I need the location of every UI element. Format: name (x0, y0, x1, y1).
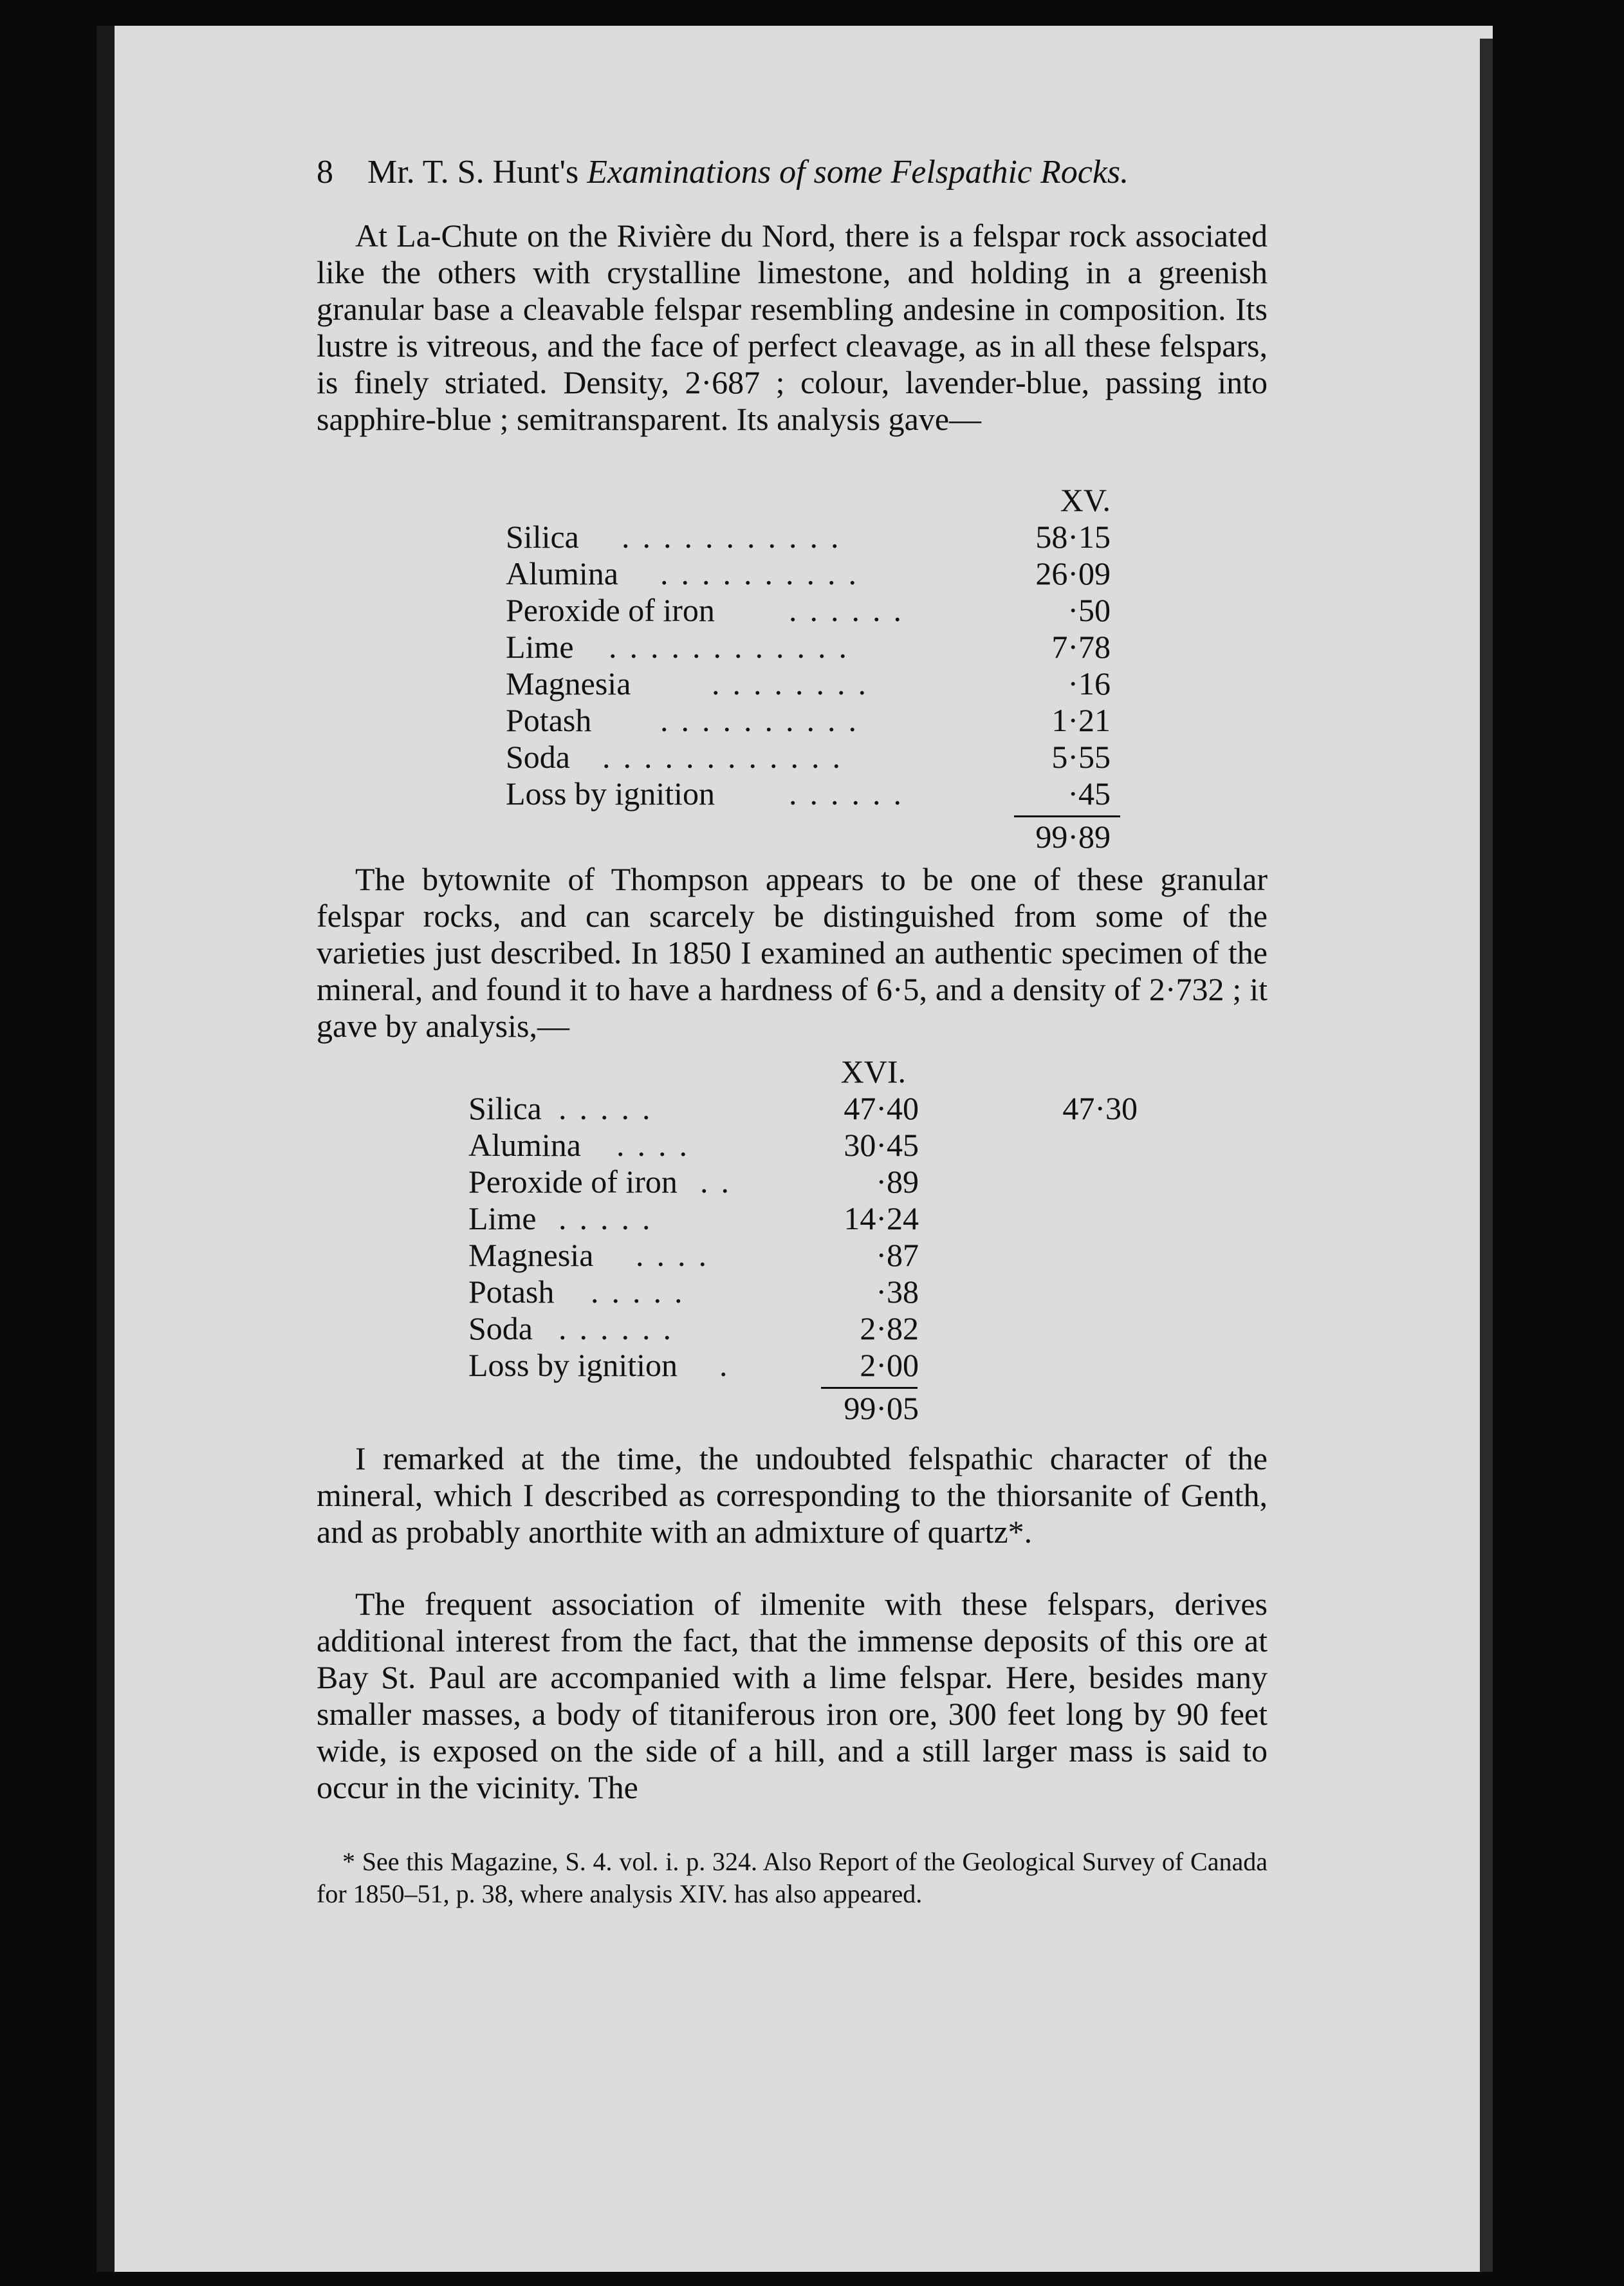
table-total: 99·05 (844, 1390, 919, 1426)
row-value: 1·21 (1051, 702, 1111, 738)
paragraph-la-chute: At La-Chute on the Rivière du Nord, there is a felspar rock associated like the others with crystalline limestone, and holding in a greenish granular base a cleavable felspar resembling andesine in composition. Its lustre is vitreous, and the face of perfect cleavage, as in all these felspars, is finely striated. Density, 2·687 ; colour, lavender-blue, passing into sapphire-blue ; semitransparent. Its analysis gave— (317, 218, 1268, 437)
leader-dots: ..... (591, 1274, 696, 1310)
row-value: 26·09 (1035, 555, 1111, 591)
analysis-table-xvi (468, 1053, 1176, 1426)
leader-dots: ...... (789, 592, 914, 628)
paragraph-remarked: I remarked at the time, the undoubted felspathic character of the mineral, which I described as corresponding to the thiorsanite of Genth, and as probably anorthite with an admixture of quartz*. (317, 1440, 1268, 1550)
row-label: Soda (468, 1310, 533, 1346)
row-label: Lime (506, 629, 574, 665)
row-label: Silica (468, 1090, 542, 1126)
row-value: ·89 (876, 1164, 919, 1200)
row-value: 47·40 (844, 1090, 919, 1126)
table-total: 99·89 (1035, 819, 1111, 855)
page-number: 8 (317, 154, 333, 190)
leader-dots: .... (616, 1127, 700, 1163)
footnote: * See this Magazine, S. 4. vol. i. p. 324. Also Report of the Geological Survey of Canada for 1850–51, p. 38, where analysis XIV. has also appeared. (317, 1847, 1268, 1908)
leader-dots: ........ (712, 665, 879, 702)
running-header (317, 153, 1268, 191)
row-value: 58·15 (1035, 519, 1111, 555)
leader-dots: .. (700, 1164, 742, 1200)
leader-dots: ............ (609, 629, 860, 665)
leader-dots: ..... (558, 1090, 663, 1126)
row-label: Soda (506, 739, 570, 775)
row-label: Peroxide of iron (468, 1164, 678, 1200)
leader-dots: ...... (789, 776, 914, 812)
leader-dots: .......... (660, 702, 869, 738)
row-value-second: 47·30 (1062, 1090, 1138, 1126)
row-label: Potash (468, 1274, 555, 1310)
row-value: 2·00 (860, 1347, 919, 1383)
row-label: Magnesia (506, 665, 631, 702)
row-label: Loss by ignition (468, 1347, 678, 1383)
leader-dots: ............ (602, 739, 853, 775)
leader-dots: ........... (622, 519, 852, 555)
leader-dots: . (719, 1347, 741, 1383)
row-label: Magnesia (468, 1237, 594, 1273)
row-value: 30·45 (844, 1127, 919, 1163)
page-right-edge (1480, 39, 1493, 2272)
row-value: ·16 (1067, 665, 1111, 702)
scan-border (1493, 0, 1624, 2286)
page-left-edge (97, 26, 115, 2272)
header-author: Mr. T. S. Hunt's (367, 154, 579, 190)
row-value: ·50 (1067, 592, 1111, 628)
row-label: Alumina (468, 1127, 581, 1163)
row-value: 14·24 (844, 1200, 919, 1236)
row-label: Potash (506, 702, 592, 738)
row-value: ·45 (1067, 776, 1111, 812)
row-label: Loss by ignition (506, 776, 715, 812)
paragraph-bytownite: The bytownite of Thompson appears to be one of these granular felspar rocks, and can scarcely be distinguished from some of the varieties just described. In 1850 I examined an authentic specimen of the mineral, and found it to have a hardness of 6·5, and a density of 2·732 ; it gave by analysis,— (317, 861, 1268, 1044)
sum-rule (821, 1387, 918, 1389)
leader-dots: ..... (558, 1200, 663, 1236)
table-heading: XVI. (840, 1054, 906, 1090)
row-value: ·38 (876, 1274, 919, 1310)
table-heading: XV. (1060, 482, 1111, 518)
analysis-table-xv (506, 481, 1117, 855)
row-value: 7·78 (1051, 629, 1111, 665)
paragraph-ilmenite: The frequent association of ilmenite with these felspars, derives additional interest from the fact, that the immense deposits of this ore at Bay St. Paul are accompanied with a lime felspar. Here, besides many smaller masses, a body of titaniferous iron ore, 300 feet long by 90 feet wide, is exposed on the side of a hill, and a still larger mass is said to occur in the vicinity. The (317, 1586, 1268, 1805)
row-label: Alumina (506, 555, 618, 591)
row-value: ·87 (876, 1237, 919, 1273)
header-title: Examinations of some Felspathic Rocks. (587, 154, 1129, 190)
row-label: Peroxide of iron (506, 592, 715, 628)
row-label: Lime (468, 1200, 537, 1236)
row-label: Silica (506, 519, 579, 555)
sum-rule (1014, 815, 1120, 817)
row-value: 5·55 (1051, 739, 1111, 775)
leader-dots: .... (636, 1237, 719, 1273)
leader-dots: .......... (660, 555, 869, 591)
row-value: 2·82 (860, 1310, 919, 1346)
leader-dots: ...... (558, 1310, 684, 1346)
